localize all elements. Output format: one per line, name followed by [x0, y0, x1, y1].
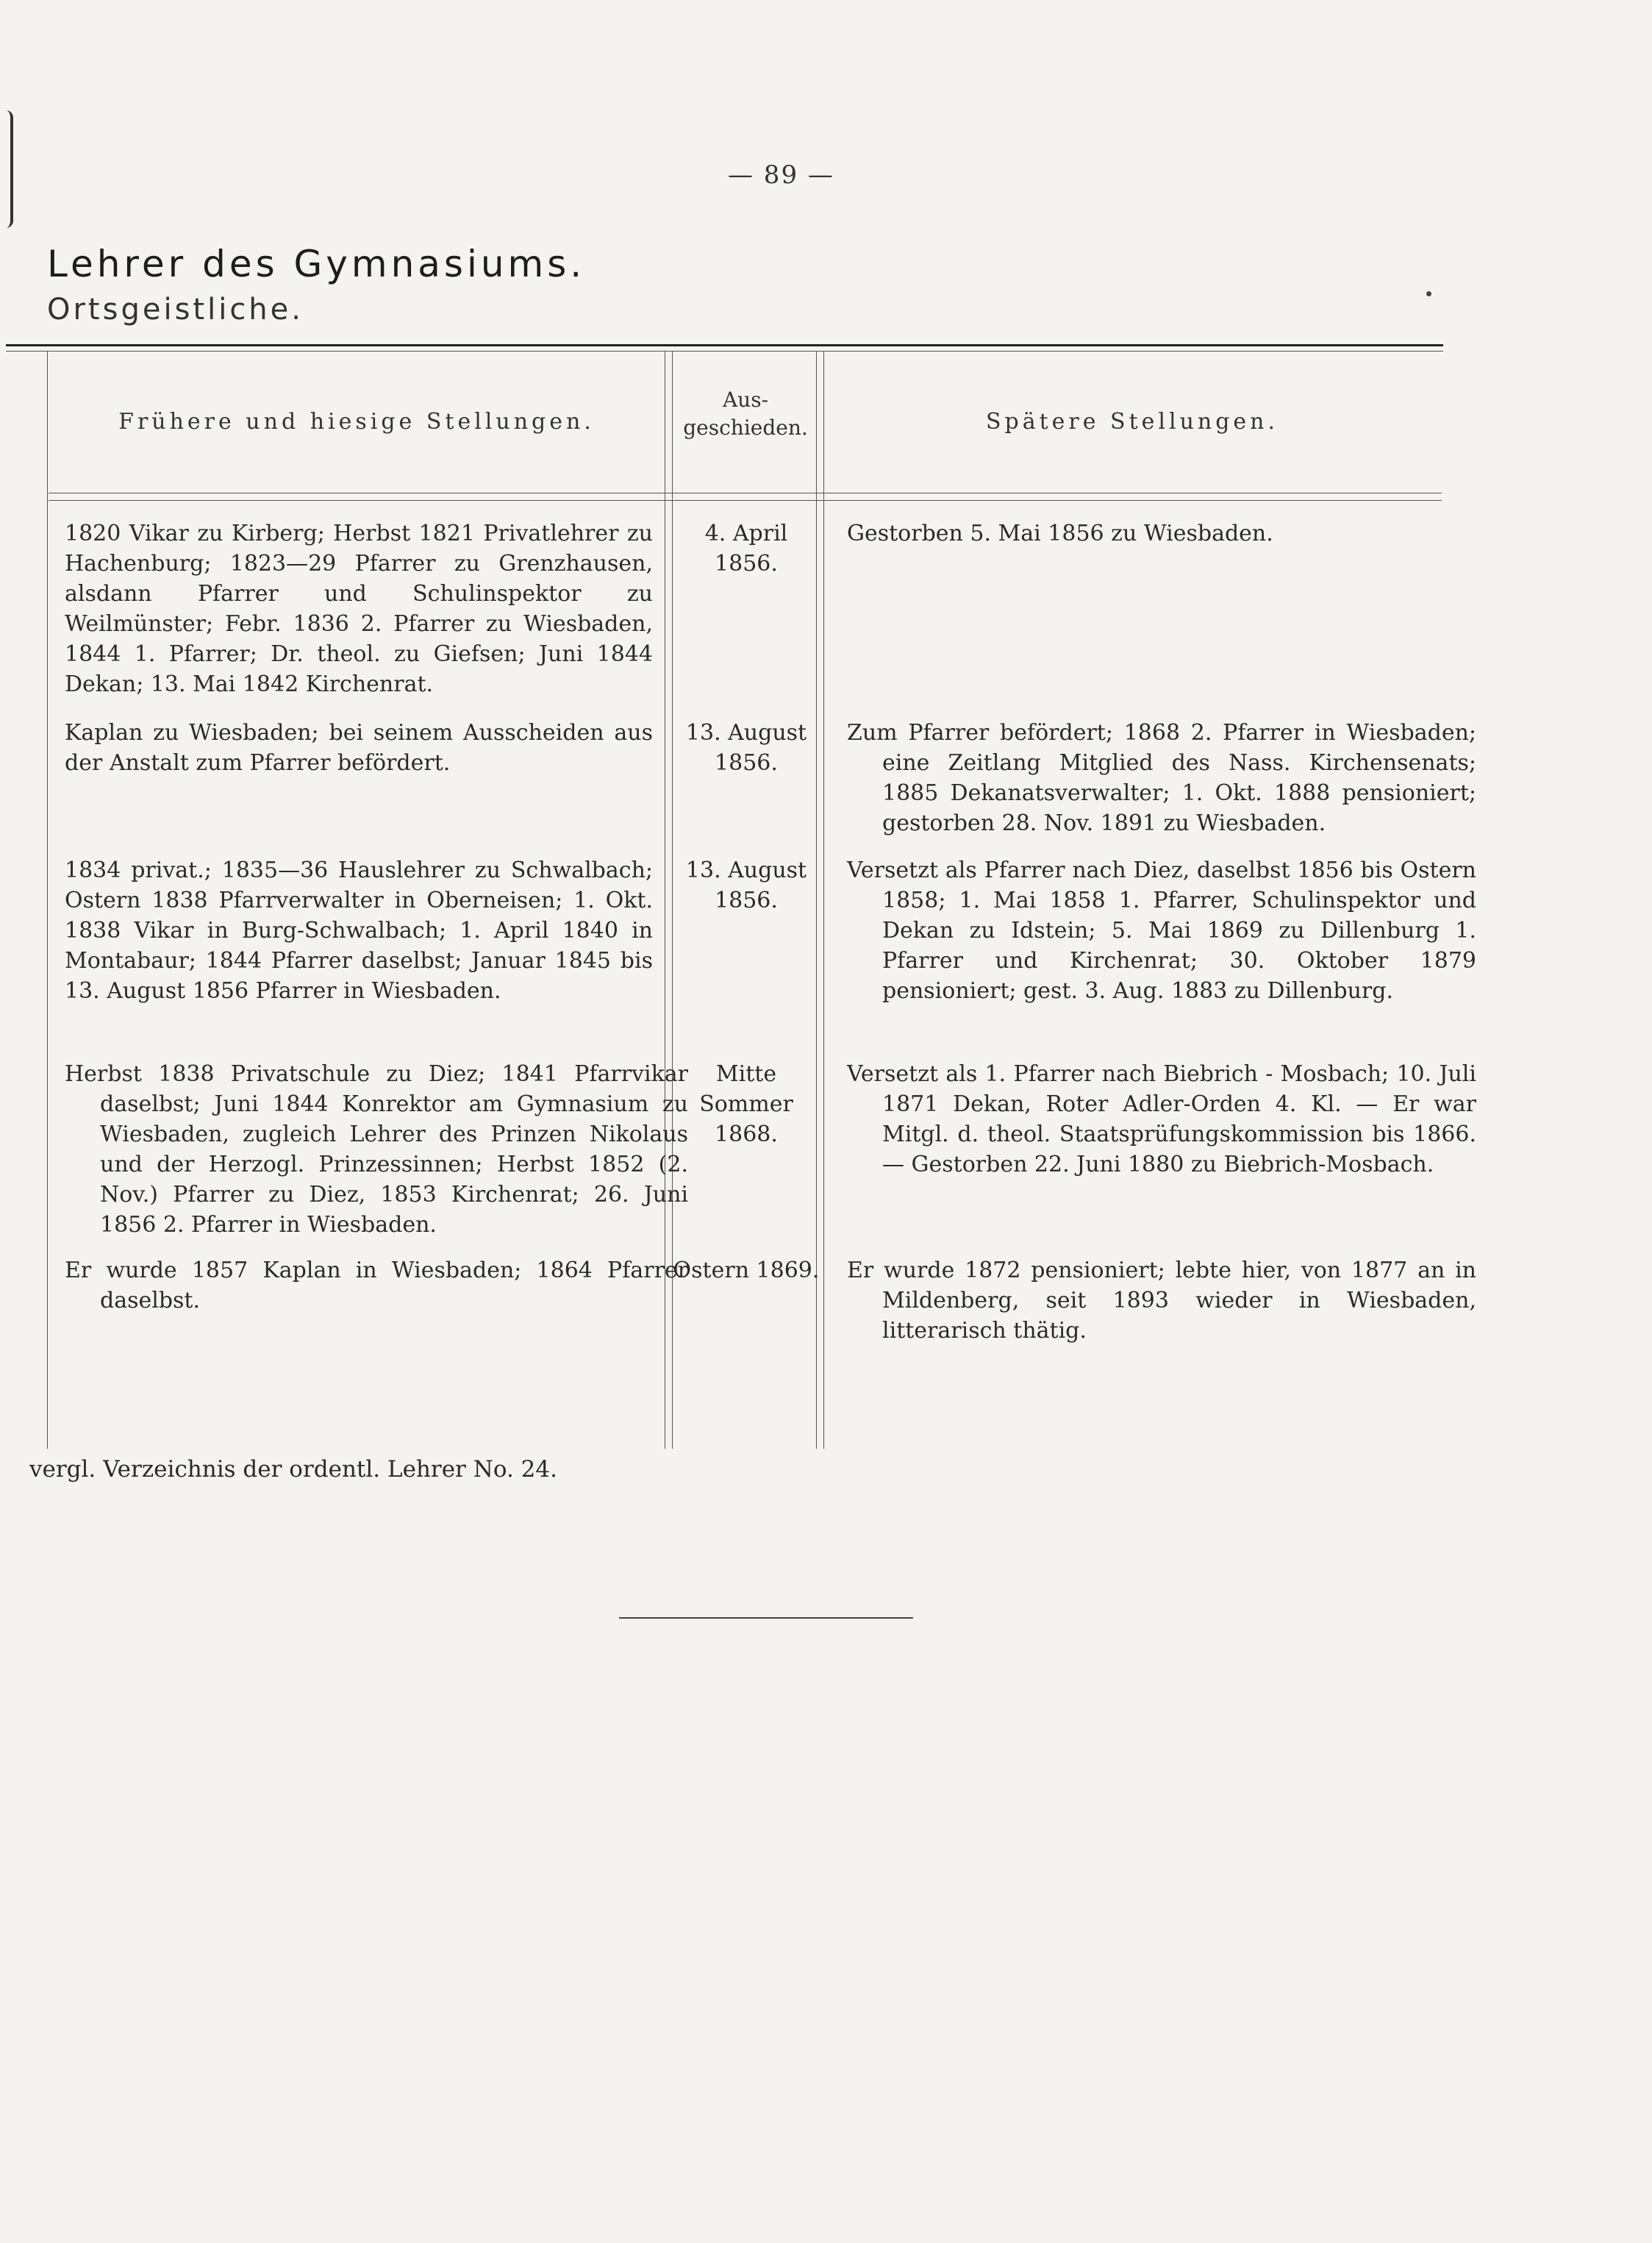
page-edge-bracket: [0, 110, 13, 228]
entry-left: Mitte Sommer 1868.: [699, 1061, 793, 1147]
entry-previous: Herbst 1838 Privatschule zu Diez; 1841 Pfarrvikar daselbst; Juni 1844 Konrektor am Gymnasium zu Wiesbaden, zugleich Lehrer des Prinzen Nikolaus und der Herzogl. Prinzessinnen; Herbst 1852 (2. Nov.) Pfarrer zu Diez, 1853 Kirchenrat; 26. Juni 1856 2. Pfarrer in Wiesbaden.: [65, 1061, 688, 1238]
header-rule-double: [49, 500, 1442, 501]
entry-later: Zum Pfarrer befördert; 1868 2. Pfarrer in Wiesbaden; eine Zeitlang Mitglied des Nass. Kirchensenats; 1885 Dekanatsverwalter; 1. Okt. 1888 pensioniert; gestorben 28. Nov. 1891 zu Wiesbaden.: [847, 720, 1476, 836]
entry-left: Ostern 1869.: [673, 1258, 820, 1283]
entry-previous: 1834 privat.; 1835—36 Hauslehrer zu Schwalbach; Ostern 1838 Pfarrverwalter in Oberneisen; 1. Okt. 1838 Vikar in Burg-Schwalbach; 1. April 1840 in Montabaur; 1844 Pfarrer daselbst; Januar 1845 bis 13. August 1856 Pfarrer in Wiesbaden.: [65, 857, 653, 1004]
entry-left: 13. August 1856.: [685, 857, 807, 913]
entry-later: Er wurde 1872 pensioniert; lebte hier, von 1877 an in Mildenberg, seit 1893 wieder in Wiesbaden, litterarisch thätig.: [847, 1258, 1476, 1344]
entry-later: Gestorben 5. Mai 1856 zu Wiesbaden.: [847, 521, 1273, 546]
end-rule: [619, 1617, 913, 1619]
table-top-rule: [6, 344, 1443, 346]
column-divider: [823, 352, 824, 1449]
entry-previous: Er wurde 1857 Kaplan in Wiesbaden; 1864 Pfarrer daselbst.: [65, 1258, 688, 1313]
stray-dot: [1426, 291, 1431, 296]
page-subtitle: Ortsgeistliche.: [47, 293, 304, 327]
entry-left: 4. April 1856.: [704, 521, 788, 577]
column-header-previous: Frühere und hiesige Stellungen.: [118, 409, 595, 435]
column-header-later: Spätere Stellungen.: [985, 409, 1279, 435]
page-number: — 89 —: [728, 160, 834, 190]
entry-left: 13. August 1856.: [685, 720, 807, 776]
page-title: Lehrer des Gymnasiums.: [47, 243, 586, 285]
entry-later: Versetzt als Pfarrer nach Diez, daselbst 1856 bis Ostern 1858; 1. Mai 1858 1. Pfarrer, Schulinspektor und Dekan zu Idstein; 5. Mai 1869 zu Dillenburg 1. Pfarrer und Kirchenrat; 30. Oktober 1879 pensioniert; gest. 3. Aug. 1883 zu Dillenburg.: [847, 857, 1476, 1004]
table-border-left: [47, 352, 48, 1449]
entry-previous: 1820 Vikar zu Kirberg; Herbst 1821 Privatlehrer zu Hachenburg; 1823—29 Pfarrer zu Grenzhausen, alsdann Pfarrer und Schulinspektor zu Weilmünster; Febr. 1836 2. Pfarrer zu Wiesbaden, 1844 1. Pfarrer; Dr. theol. zu Giefsen; Juni 1844 Dekan; 13. Mai 1842 Kirchenrat.: [65, 521, 653, 697]
column-header-left: Aus- geschieden.: [683, 388, 808, 440]
footnote: vergl. Verzeichnis der ordentl. Lehrer No. 24.: [29, 1456, 557, 1483]
entry-later: Versetzt als 1. Pfarrer nach Biebrich - Mosbach; 10. Juli 1871 Dekan, Roter Adler-Orden 4. Kl. — Er war Mitgl. d. theol. Staatsprüfungskommission bis 1866. — Gestorben 22. Juni 1880 zu Biebrich-Mosbach.: [847, 1061, 1476, 1177]
entry-previous: Kaplan zu Wiesbaden; bei seinem Ausscheiden aus der Anstalt zum Pfarrer befördert.: [65, 720, 653, 776]
table-top-rule-thin: [6, 351, 1443, 352]
